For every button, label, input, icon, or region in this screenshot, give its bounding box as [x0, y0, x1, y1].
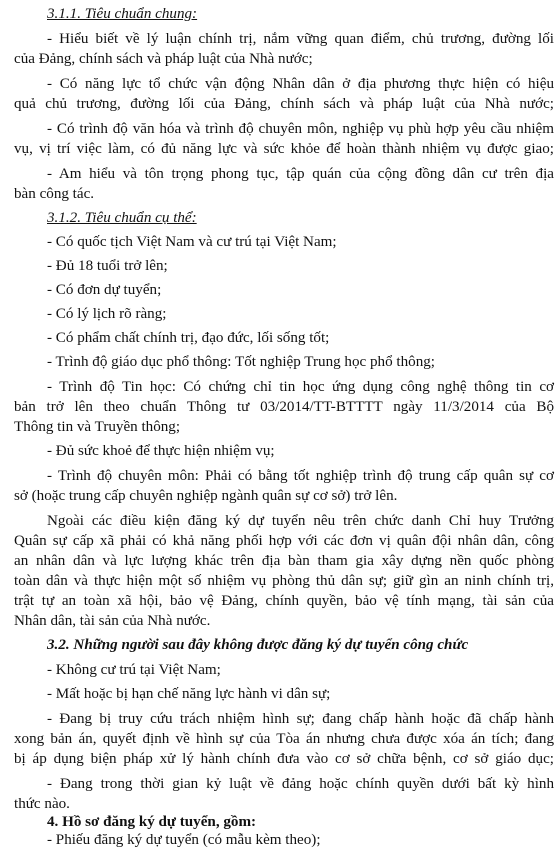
section-heading-3-1-1: 3.1.1. Tiêu chuẩn chung: — [47, 6, 198, 22]
list-item: - Phiếu đăng ký dự tuyển (có mẫu kèm theo); — [47, 832, 321, 848]
paragraph-line: xong bản án, quyết định về hình sự của Tòa án nhưng chưa được xóa án tích; đang — [14, 731, 554, 747]
list-item: - Không cư trú tại Việt Nam; — [47, 662, 221, 678]
list-item: - Trình độ giáo dục phổ thông: Tốt nghiệp Trung học phổ thông; — [47, 354, 435, 370]
paragraph-line: - Am hiểu và tôn trọng phong tục, tập quán của cộng đồng dân cư trên địa — [47, 166, 554, 182]
section-heading-3-1-2: 3.1.2. Tiêu chuẩn cụ thể: — [47, 210, 197, 226]
list-item: - Đang bị truy cứu trách nhiệm hình sự; đang chấp hành hoặc đã chấp hành — [47, 711, 554, 727]
list-item: - Đủ 18 tuổi trở lên; — [47, 258, 168, 274]
paragraph-line: của Đảng, chính sách và pháp luật của Nhà nước; — [14, 51, 313, 67]
paragraph-line: trật tự an toàn xã hội, bảo vệ Đảng, chính quyền, bảo vệ tính mạng, tài sản của — [14, 593, 554, 609]
section-heading-4: 4. Hồ sơ đăng ký dự tuyển, gồm: — [47, 814, 257, 830]
list-item: - Có quốc tịch Việt Nam và cư trú tại Việt Nam; — [47, 234, 337, 250]
paragraph-line: toàn dân và thực hiện một số nhiệm vụ phòng thủ dân sự; giữ gìn an ninh chính trị, — [14, 573, 554, 589]
list-item: - Có đơn dự tuyển; — [47, 282, 162, 298]
section-heading-3-2: 3.2. Những người sau đây không được đăng ký dự tuyển công chức — [47, 637, 469, 653]
paragraph-line: - Có năng lực tổ chức vận động Nhân dân ở địa phương thực hiện có hiệu — [47, 76, 554, 92]
paragraph-line: - Có trình độ văn hóa và trình độ chuyên môn, nghiệp vụ phù hợp yêu cầu nhiệm — [47, 121, 554, 137]
list-item: - Trình độ Tin học: Có chứng chỉ tin học ứng dụng công nghệ thông tin cơ — [47, 379, 554, 395]
paragraph-line: Nhân dân, tài sản của Nhà nước. — [14, 613, 211, 629]
list-item: - Đủ sức khoẻ để thực hiện nhiệm vụ; — [47, 443, 275, 459]
paragraph-line: vụ, vị trí việc làm, có đủ năng lực và sức khỏe để hoàn thành nhiệm vụ được giao; — [14, 141, 554, 157]
list-item: - Có lý lịch rõ ràng; — [47, 306, 167, 322]
paragraph-line: Quân sự cấp xã phải có khả năng phối hợp với các đơn vị quân đội nhân dân, công — [14, 533, 554, 549]
list-item: - Trình độ chuyên môn: Phải có bằng tốt nghiệp trình độ trung cấp quân sự cơ — [47, 468, 554, 484]
list-item: - Có phẩm chất chính trị, đạo đức, lối sống tốt; — [47, 330, 330, 346]
list-item: - Đang trong thời gian kỷ luật về đảng hoặc chính quyền dưới bất kỳ hình — [47, 776, 554, 792]
paragraph-line: - Hiểu biết về lý luận chính trị, nắm vững quan điểm, chủ trương, đường lối — [47, 31, 554, 47]
paragraph-line: an nhân dân và lực lượng khác trên địa bàn tham gia xây dựng nền quốc phòng — [14, 553, 554, 569]
list-item: - Mất hoặc bị hạn chế năng lực hành vi dân sự; — [47, 686, 331, 702]
paragraph-line: quả chủ trương, đường lối của Đảng, chính sách và pháp luật của Nhà nước; — [14, 96, 554, 112]
paragraph-line: bàn công tác. — [14, 186, 95, 202]
paragraph-line: Thông tin và Truyền thông; — [14, 419, 181, 435]
paragraph-line: Ngoài các điều kiện đăng ký dự tuyển nêu trên chức danh Chỉ huy Trưởng — [47, 513, 554, 529]
paragraph-line: sở (hoặc trung cấp chuyên nghiệp ngành quân sự cơ sở) trở lên. — [14, 488, 398, 504]
paragraph-line: thức nào. — [14, 796, 70, 812]
paragraph-line: bị áp dụng biện pháp xử lý hành chính đưa vào cơ sở chữa bệnh, cơ sở giáo dục; — [14, 751, 554, 767]
paragraph-line: bản trở lên theo chuẩn Thông tư 03/2014/TT-BTTTT ngày 11/3/2014 của Bộ — [14, 399, 554, 415]
